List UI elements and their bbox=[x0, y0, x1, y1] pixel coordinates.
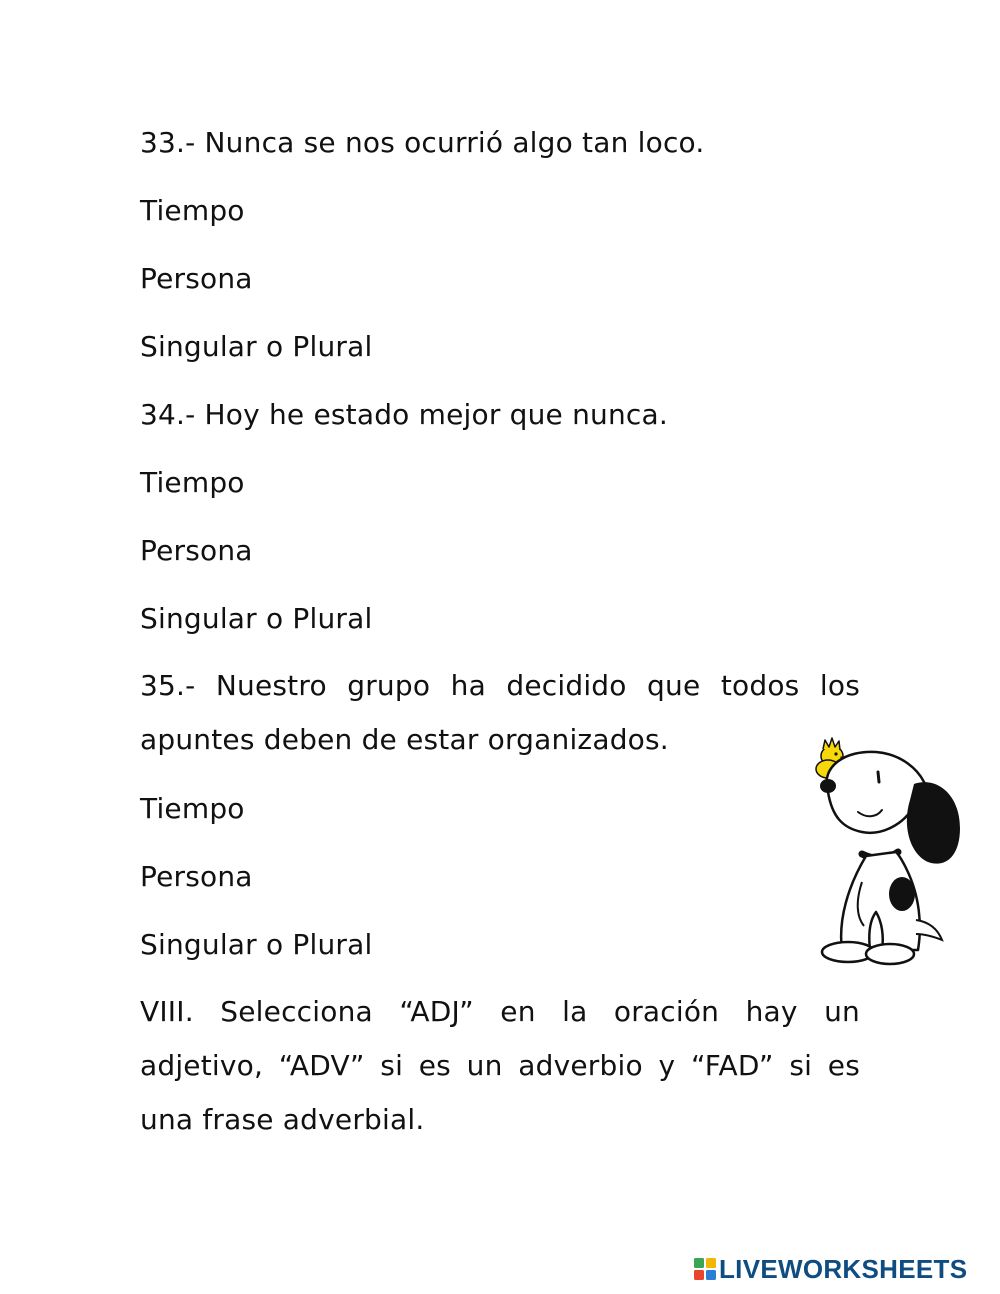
question-35-persona-label: Persona bbox=[140, 860, 253, 893]
question-34-numero-label: Singular o Plural bbox=[140, 602, 373, 635]
question-33-tiempo-label: Tiempo bbox=[140, 194, 245, 227]
question-33-sentence: 33.- Nunca se nos ocurrió algo tan loco. bbox=[140, 126, 705, 159]
snoopy-with-woodstock-icon bbox=[806, 736, 966, 972]
liveworksheets-brand-text: LIVEWORKSHEETS bbox=[719, 1254, 968, 1284]
question-35-numero-label: Singular o Plural bbox=[140, 928, 373, 961]
section-viii-instruction: VIII. Selecciona “ADJ” en la oración hay un adjetivo, “ADV” si es un adverbio y “FAD” si es una frase adverbial. bbox=[140, 995, 860, 1136]
liveworksheets-logo-icon bbox=[694, 1258, 716, 1280]
question-34-sentence: 34.- Hoy he estado mejor que nunca. bbox=[140, 398, 668, 431]
question-35-tiempo-label: Tiempo bbox=[140, 792, 245, 825]
liveworksheets-logo bbox=[694, 1254, 967, 1284]
question-33-persona-label: Persona bbox=[140, 262, 253, 295]
question-35-sentence: 35.- Nuestro grupo ha decidido que todos los apuntes deben de estar organizados. bbox=[140, 669, 860, 756]
question-33-numero-label: Singular o Plural bbox=[140, 330, 373, 363]
question-34-tiempo-label: Tiempo bbox=[140, 466, 245, 499]
question-34-persona-label: Persona bbox=[140, 534, 253, 567]
